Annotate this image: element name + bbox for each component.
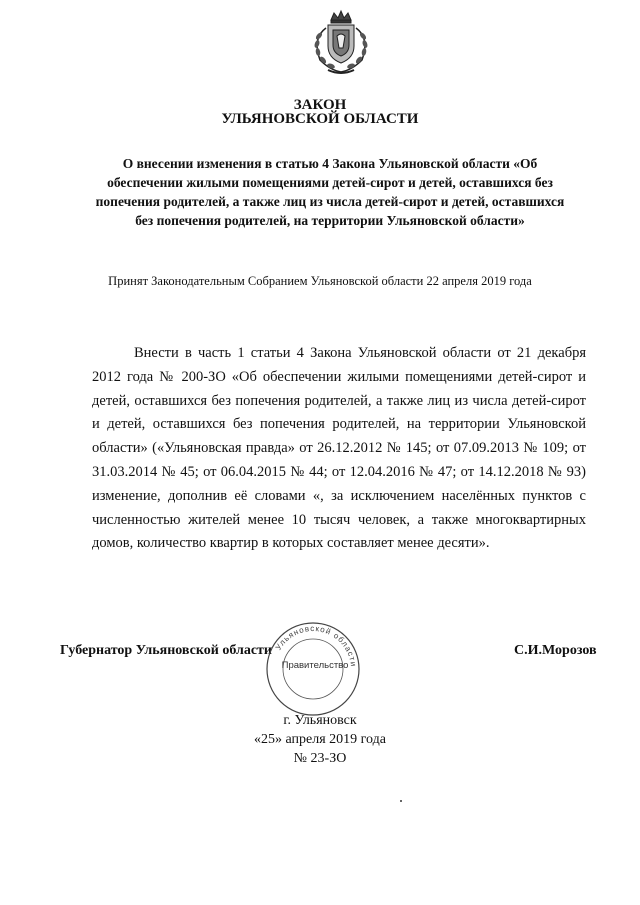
coat-of-arms-emblem	[298, 8, 384, 78]
seal-center-text: Правительство	[281, 660, 349, 671]
place-of-signing: г. Ульяновск	[283, 713, 357, 728]
signatory-role: Губернатор Ульяновской области	[60, 643, 272, 658]
signatory-name: С.И.Морозов	[514, 643, 597, 658]
scan-speck	[400, 800, 402, 802]
law-body-text: Внести в часть 1 статьи 4 Закона Ульяновской области от 21 декабря 2012 года № 200-ЗО «Об обеспечении жилыми помещениями детей-сирот и детей, оставшихся без попечения родителей, а также лиц из числа детей-сирот и детей, оставшихся без попечения родителей, на территории Ульяновской области» («Ульяновская правда» от 26.12.2012 № 145; от 07.09.2013 № 109; от 31.03.2014 № 45; от 06.04.2015 № 44; от 12.04.2016 № 47; от 14.12.2018 № 93) изменение, дополнив её словами «, за исключением населённых пунктов с численностью жителей менее 10 тысяч человек, а также многоквартирных домов, количество квартир в которых составляет менее десяти».	[92, 345, 586, 552]
document-type-title: ЗАКОН	[293, 97, 347, 113]
signing-date: «25» апреля 2019 года	[254, 732, 386, 747]
svg-text:Ульяновской области: Ульяновской области	[273, 623, 359, 668]
law-number: № 23-ЗО	[293, 751, 347, 766]
document-region-title: УЛЬЯНОВСКОЙ ОБЛАСТИ	[221, 111, 419, 127]
adoption-note: Принят Законодательным Собранием Ульяновской области 22 апреля 2019 года	[108, 274, 532, 288]
law-subject-title: О внесении изменения в статью 4 Закона Ульяновской области «Об обеспечении жилыми помещениями детей-сирот и детей, оставшихся без попечения родителей, а также лиц из числа детей-сирот и детей, оставшихся без попечения родителей, на территории Ульяновской области»	[95, 156, 565, 228]
